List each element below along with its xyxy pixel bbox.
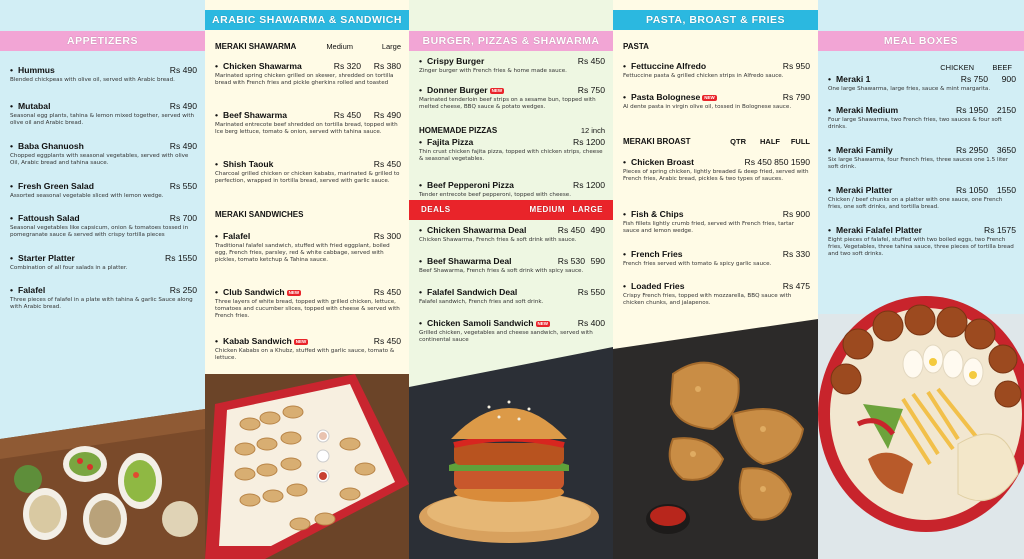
- item-price-beef: 900: [1001, 74, 1016, 84]
- menu-item[interactable]: [215, 286, 401, 328]
- item-price-large: 490: [590, 225, 605, 235]
- burger-title: BURGER, PIZZAS & SHAWARMA: [409, 31, 613, 51]
- menu-item[interactable]: [828, 104, 1016, 137]
- item-desc: Crispy French fries, topped with mozzarella, BBQ sauce with chicken chunks, and jalapenos.: [623, 293, 792, 306]
- section-title: MERAKI SANDWICHES: [215, 210, 304, 219]
- item-name: Club Sandwich: [223, 287, 285, 297]
- item-price: Rs 700: [169, 213, 197, 223]
- menu-item[interactable]: [623, 248, 810, 273]
- item-price: Rs 1200: [572, 180, 605, 190]
- item-name: Fettuccine Alfredo: [631, 61, 707, 71]
- menu-item[interactable]: [623, 280, 810, 307]
- item-desc: Six large Shawarma, four French fries, three sauces one 1.5 liter soft drink.: [828, 157, 1009, 170]
- item-name: Falafel Sandwich Deal: [427, 287, 518, 297]
- item-desc: Fettuccine pasta & grilled chicken strips in Alfredo sauce.: [623, 73, 784, 79]
- burger-photo: [409, 347, 613, 559]
- menu-item[interactable]: [10, 140, 197, 173]
- item-price: Rs 2950: [955, 145, 988, 155]
- col-beef: BEEF: [992, 63, 1012, 72]
- item-price: Rs 400: [577, 318, 605, 328]
- item-name: Donner Burger: [427, 85, 488, 95]
- item-name: Beef Pepperoni Pizza: [427, 180, 514, 190]
- menu-item[interactable]: [828, 73, 1016, 97]
- appetizers-panel: [0, 0, 205, 559]
- item-price: Rs 490: [169, 65, 197, 75]
- deals-title: DEALS: [421, 205, 451, 214]
- menu-item[interactable]: [419, 136, 605, 172]
- menu-item[interactable]: [419, 84, 605, 116]
- item-price: Rs 550: [169, 181, 197, 191]
- meal-list: [828, 73, 1016, 265]
- salad-bowls-photo: [0, 409, 205, 559]
- item-desc: Seasonal vegetables like capsicum, onion & tomatoes tossed in pomegranate sauce & served with crispy tortilla pieces: [10, 225, 189, 238]
- meal-title: MEAL BOXES: [818, 31, 1024, 51]
- item-price: Rs 790: [782, 92, 810, 102]
- section-heading: [215, 42, 401, 51]
- menu-item[interactable]: [419, 255, 605, 279]
- item-price: Rs 450: [373, 159, 401, 169]
- item-name: French Fries: [631, 249, 683, 259]
- col-large: Large: [381, 42, 401, 51]
- item-name: Fish & Chips: [631, 209, 684, 219]
- broast-chicken-photo: [613, 319, 818, 559]
- item-price: Rs 900: [782, 209, 810, 219]
- menu-item[interactable]: [215, 335, 401, 362]
- item-desc: Fish fillets lightly crumb fried, served with French fries, tartar sauce and lemon wedge.: [623, 221, 795, 234]
- col-full: FULL: [790, 137, 810, 146]
- pasta-panel: [613, 0, 818, 559]
- item-name: Chicken Broast: [631, 157, 695, 167]
- item-name: Falafel: [223, 231, 251, 241]
- item-name: Chicken Shawarma: [223, 61, 302, 71]
- item-price: Rs 490: [169, 141, 197, 151]
- item-name: Beef Shawarma: [223, 110, 288, 120]
- section-title: MERAKI BROAST: [623, 137, 691, 146]
- item-price-beef: 3650: [996, 145, 1016, 155]
- item-price: Rs 950: [782, 61, 810, 71]
- section-title: MERAKI SHAWARMA: [215, 42, 297, 51]
- item-price: Rs 320: [333, 61, 361, 71]
- broast-list: [623, 156, 810, 314]
- item-price-beef: 2150: [996, 105, 1016, 115]
- item-price: Rs 1950: [955, 105, 988, 115]
- section-heading: [623, 137, 810, 146]
- menu-item[interactable]: [10, 284, 197, 311]
- item-name: Falafel: [18, 285, 46, 295]
- item-price: Rs 750: [577, 85, 605, 95]
- item-desc: Chopped eggplants with seasonal vegetables, served with olive Oil, Arabic bread and tahina sauce.: [10, 153, 189, 166]
- shawarma-title: ARABIC SHAWARMA & SANDWICH: [205, 10, 409, 30]
- new-badge: NEW: [537, 320, 548, 326]
- pizza-size: 12 inch: [580, 126, 605, 135]
- menu-item[interactable]: [215, 109, 401, 151]
- item-desc: Four large Shawarma, two French fries, two sauces & four soft drinks.: [828, 117, 1002, 130]
- new-badge: NEW: [704, 94, 715, 100]
- pizza-list: [419, 136, 605, 206]
- menu-item[interactable]: [419, 286, 605, 310]
- item-name: Shish Taouk: [223, 159, 274, 169]
- sandwich-list: [215, 230, 401, 369]
- item-price: Rs 530: [557, 256, 585, 266]
- item-price: Rs 450: [577, 56, 605, 66]
- menu-item[interactable]: [623, 91, 810, 111]
- menu-item[interactable]: [828, 224, 1016, 258]
- item-price: Rs 750: [960, 74, 988, 84]
- item-desc: Marinated spring chicken grilled on skewer, shredded on tortilla bread with French fries and pickle gherkins rolled and toasted: [215, 73, 394, 86]
- item-price: Rs 250: [169, 285, 197, 295]
- item-price: Rs 450 850 1590: [744, 157, 810, 167]
- item-name: Meraki 1: [836, 74, 871, 84]
- item-price: Rs 300: [373, 231, 401, 241]
- item-desc: Chicken / beef chunks on a platter with one sauce, one French fries, one soft drinks, and tortilla bread.: [828, 197, 1003, 210]
- appetizers-title: APPETIZERS: [0, 31, 205, 51]
- section-title: HOMEMADE PIZZAS: [419, 126, 498, 135]
- item-desc: Combination of all four salads in a platter.: [10, 265, 128, 271]
- menu-item[interactable]: [419, 224, 605, 248]
- col-medium: Medium: [326, 42, 353, 51]
- deals-band: [409, 200, 613, 220]
- item-name: Chicken Shawarma Deal: [427, 225, 527, 235]
- item-desc: Zinger burger with French fries & home made sauce.: [419, 68, 567, 74]
- item-price: Rs 450: [373, 336, 401, 346]
- menu-item[interactable]: [828, 184, 1016, 217]
- item-desc: Al dente pasta in virgin olive oil, tossed in Bolognese sauce.: [623, 104, 792, 110]
- col-half: HALF: [760, 137, 780, 146]
- burger-list: [419, 55, 605, 123]
- item-name: Kabab Sandwich: [223, 336, 292, 346]
- deals-medium: MEDIUM: [529, 205, 565, 214]
- item-price: Rs 1200: [572, 137, 605, 147]
- shawarma-list: [215, 60, 401, 205]
- section-title: PASTA: [623, 42, 649, 51]
- menu-item[interactable]: [10, 64, 197, 93]
- item-desc: Chicken Kababs on a Khubz, stuffed with garlic sauce, tomato & lettuce.: [215, 348, 395, 361]
- menu-item[interactable]: [419, 179, 605, 199]
- item-price-large: Rs 380: [373, 61, 401, 71]
- deals-list: [419, 224, 605, 351]
- burger-panel: [409, 0, 613, 559]
- deals-large: LARGE: [572, 205, 603, 214]
- item-price: Rs 475: [782, 281, 810, 291]
- item-price-large: Rs 490: [373, 110, 401, 120]
- menu-item[interactable]: [10, 180, 197, 205]
- item-name: Chicken Samoli Sandwich: [427, 318, 534, 328]
- item-name: Baba Ghanuosh: [18, 141, 84, 151]
- item-desc: Three pieces of falafel in a plate with tahina & garlic Sauce along with Arabic bread.: [10, 297, 193, 310]
- item-desc: Eight pieces of falafel, stuffed with two boiled eggs, two French fries, Vegetables, three tahina sauce, three pieces of tortilla bread and two soft drinks.: [828, 237, 1014, 257]
- item-price-beef: 1550: [996, 185, 1016, 195]
- item-desc: Grilled chicken, vegetables and cheese sandwich, served with continental sauce: [419, 330, 593, 343]
- item-name: Pasta Bolognese: [631, 92, 701, 102]
- item-price: Rs 330: [782, 249, 810, 259]
- menu-item[interactable]: [10, 100, 197, 133]
- item-desc: Assorted seasonal vegetable sliced with lemon wedge.: [10, 193, 164, 199]
- item-name: Meraki Platter: [836, 185, 893, 195]
- item-name: Meraki Falafel Platter: [836, 225, 922, 235]
- pasta-title: PASTA, BROAST & FRIES: [613, 10, 818, 30]
- item-name: Meraki Medium: [836, 105, 899, 115]
- new-badge: NEW: [491, 87, 503, 93]
- item-name: Meraki Family: [836, 145, 893, 155]
- falafel-platter-photo: [818, 274, 1024, 559]
- col-qtr: QTR: [730, 137, 746, 146]
- item-name: Fajita Pizza: [427, 137, 474, 147]
- menu-item[interactable]: [215, 60, 401, 102]
- item-price: Rs 1050: [955, 185, 988, 195]
- item-name: Loaded Fries: [631, 281, 685, 291]
- menu-item[interactable]: [623, 60, 810, 84]
- item-desc: Three layers of white bread, topped with grilled chicken, lettuce, tomatoes and cucumber slices, topped with cheese & served with French fries.: [215, 299, 400, 319]
- item-desc: Blended chickpeas with olive oil, served with Arabic bread.: [10, 77, 175, 83]
- item-desc: Marinated entrecote beef shredded on tortilla bread, topped with Ice berg lettuce, tomato & onion, served with tahina sauce.: [215, 122, 398, 135]
- item-name: Beef Shawarma Deal: [427, 256, 512, 266]
- menu-item[interactable]: [623, 156, 810, 201]
- menu-item[interactable]: [215, 230, 401, 279]
- item-price: Rs 450: [557, 225, 585, 235]
- appetizers-list: [10, 64, 197, 318]
- item-price: Rs 1550: [164, 253, 197, 263]
- item-desc: Thin crust chicken fajita pizza, topped with chicken strips, cheese & seasonal vegetables.: [419, 149, 603, 162]
- item-desc: Beef Shawarma, French fries & soft drink with spicy sauce.: [419, 268, 584, 274]
- item-price: Rs 1575: [983, 225, 1016, 235]
- section-heading: [419, 126, 605, 135]
- shawarma-panel: [205, 0, 409, 559]
- item-name: Hummus: [18, 65, 55, 75]
- menu-item[interactable]: [623, 208, 810, 241]
- item-desc: Pieces of spring chicken, lightly breaded & deep fried, served with French fries, Arabic bread, pickles & two types of sauces.: [623, 169, 809, 182]
- section-heading: [828, 63, 1016, 73]
- menu-item[interactable]: [419, 317, 605, 344]
- item-desc: Marinated tenderloin beef strips on a sesame bun, topped with melted cheese, BBQ sauce & potato wedges.: [419, 97, 596, 110]
- menu-item[interactable]: [828, 144, 1016, 177]
- menu-item[interactable]: [10, 252, 197, 277]
- menu-item[interactable]: [10, 212, 197, 245]
- item-desc: Charcoal grilled chicken or chicken kababs, marinated & grilled to perfection, wrapped in tortilla bread, served with garlic sauce.: [215, 171, 400, 184]
- item-price: Rs 550: [577, 287, 605, 297]
- item-price: Rs 450: [333, 110, 361, 120]
- item-desc: One large Shawarma, large fries, sauce & mint margarita.: [828, 86, 991, 92]
- pasta-list: [623, 60, 810, 118]
- item-desc: Chicken Shawarma, French fries & soft drink with sauce.: [419, 237, 577, 243]
- shawarma-box-photo: [205, 374, 409, 559]
- col-chicken: CHICKEN: [940, 63, 974, 72]
- item-desc: Traditional falafel sandwich, stuffed with fried eggplant, boiled egg, French fries, parsley, red & white cabbage, served with pickles, tomato ketchup & Tahina sauce.: [215, 243, 390, 263]
- item-desc: Falafel sandwich, French fries and soft drink.: [419, 299, 544, 305]
- item-price: Rs 490: [169, 101, 197, 111]
- menu-item[interactable]: [419, 55, 605, 77]
- item-name: Starter Platter: [18, 253, 75, 263]
- item-name: Fresh Green Salad: [18, 181, 94, 191]
- item-price-large: 590: [590, 256, 605, 266]
- item-name: Mutabal: [18, 101, 51, 111]
- new-badge: NEW: [295, 338, 307, 344]
- item-desc: Tender entrecote beef pepperoni, topped with cheese.: [419, 192, 571, 198]
- item-desc: Seasonal egg plants, tahina & lemon mixed together, served with olive oil and Arabic bread.: [10, 113, 195, 126]
- item-desc: French fries served with tomato & spicy garlic sauce.: [623, 261, 772, 267]
- item-price: Rs 450: [373, 287, 401, 297]
- item-name: Fattoush Salad: [18, 213, 80, 223]
- menu-item[interactable]: [215, 158, 401, 198]
- new-badge: NEW: [288, 289, 300, 295]
- meal-panel: [818, 0, 1024, 559]
- item-name: Crispy Burger: [427, 56, 485, 66]
